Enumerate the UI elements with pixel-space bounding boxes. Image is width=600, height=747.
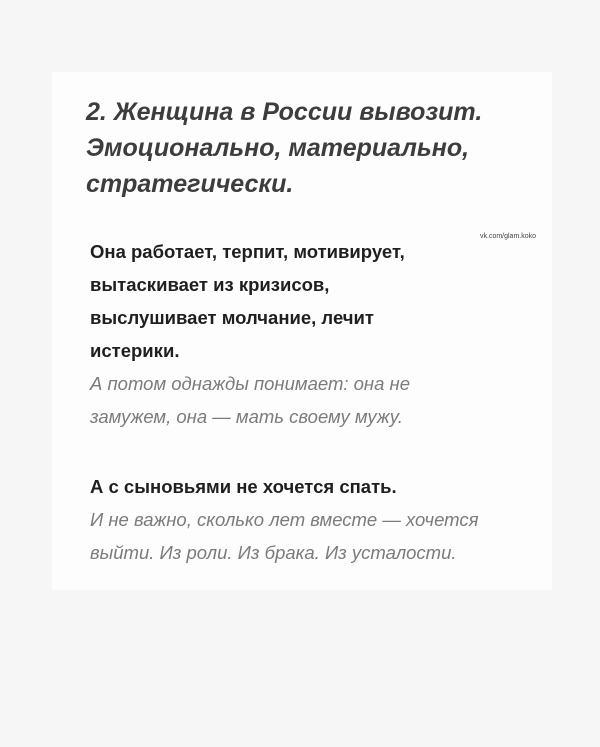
title-line: стратегически. (86, 170, 294, 198)
bold-line: истерики. (90, 340, 180, 361)
title-line: 2. Женщина в России вывозит. (86, 98, 483, 126)
italic-line: А потом однажды понимает: она не (90, 373, 411, 394)
bold-line: вытаскивает из кризисов, (90, 274, 330, 295)
paragraph-1 (90, 235, 410, 433)
paragraph-2 (90, 470, 479, 569)
bold-line: А с сыновьями не хочется спать. (90, 476, 397, 497)
italic-line: И не важно, сколько лет вместе — хочется (90, 509, 479, 530)
bold-line: Она работает, терпит, мотивирует, (90, 241, 405, 262)
title-line: Эмоционально, материально, (86, 134, 470, 162)
italic-line: замужем, она — мать своему мужу. (90, 406, 403, 427)
watermark: vk.com/glam.koko (480, 233, 537, 240)
italic-line: выйти. Из роли. Из брака. Из усталости. (90, 542, 457, 563)
bold-line: выслушивает молчание, лечит (90, 307, 374, 328)
post-title (86, 94, 556, 202)
